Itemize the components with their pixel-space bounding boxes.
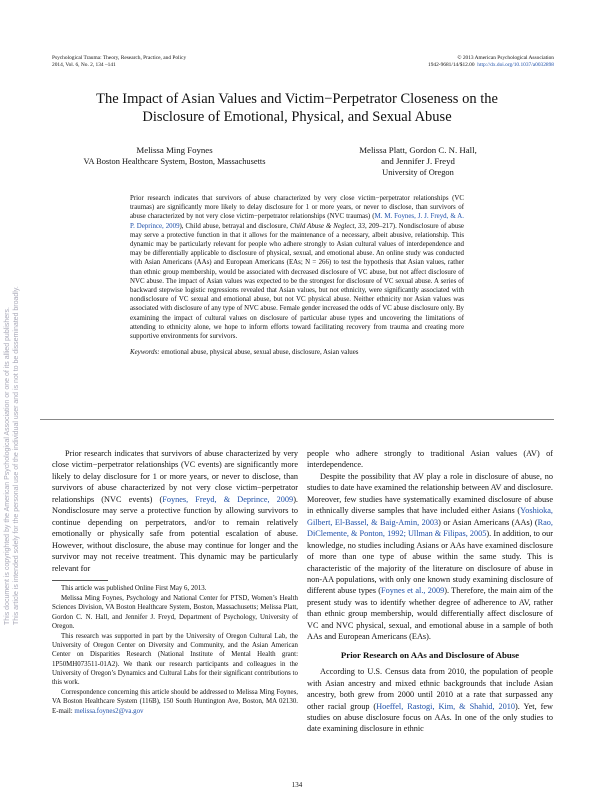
title-line-1: The Impact of Asian Values and Victim−Perpetrator Closeness on the: [96, 91, 498, 107]
abstract-text: [130, 194, 464, 341]
abstract-text-part: ), Child abuse, betrayal and disclosure,: [179, 222, 290, 230]
body-text: Despite the possibility that AV play a role in disclosure of abuse, no studies to date have examined the relationship between AV and disclosure. Moreover, few studies have systematically examined disclosure of abuse in ethnically diverse samples that have included either Asians (: [307, 471, 553, 516]
body-column-left: [52, 448, 298, 574]
citation-link[interactable]: Rao, DiClemente, & Ponton, 1992; Ullman & Filipas, 2005: [307, 517, 553, 539]
issn-doi-line: [428, 62, 554, 69]
correspondence-text: Correspondence concerning this article should be addressed to Melissa Ming Foynes, VA Boston Healthcare System (116B), 150 South Huntington Ave, Boston, MA 02130. E-mail:: [52, 689, 298, 715]
email-link[interactable]: melissa.foynes2@va.gov: [74, 707, 144, 715]
body-text: ). Therefore, the main aim of the present study was to identify whether degree of adherence to AV, rather than ethnic group membership, would differentially affect disclosure of VC and NVC physical, sexual, and emotional abuse in a sample of both AAs and European Americans (EAs).: [307, 586, 554, 642]
sidebar-copyright-line: This document is copyrighted by the American Psychological Association or one of its allied publishers.: [4, 307, 11, 625]
sidebar-usage-line: This article is intended solely for the personal use of the individual user and is not to be disseminated broadly.: [13, 286, 20, 625]
author-affiliation: VA Boston Healthcare System, Boston, Massachusetts: [83, 157, 266, 166]
keywords-label: Keywords:: [130, 349, 160, 357]
body-paragraph: [307, 471, 553, 643]
author-affiliation: University of Oregon: [382, 168, 454, 177]
title-line-2: Disclosure of Emotional, Physical, and Sexual Abuse: [142, 108, 452, 125]
body-paragraph: people who adhere strongly to traditional Asian values (AV) of interdependence.: [307, 449, 553, 470]
citation-link[interactable]: Foynes et al., 2009: [381, 586, 445, 596]
abstract-text-part: , 209–217). Nondisclosure of abuse may serve a protective function in that it allows for the maintenance of a necessary, albeit abusive, relationship. This dynamic may be particularly relevant for people who adhere strongly to Asian cultural values of interdependence and may be differentially applicable to disclosure of physical, sexual, and emotional abuse. An online study was conducted with Asian Americans (AAs) and European Americans (EAs; N = 266) to test the hypothesis that Asian values, rather than ethnic group membership, would be associated with decreased disclosure of VC abuse, but not affect disclosure of NVC abuse. The impact of Asian values was expected to be the strongest for disclosure of VC sexual abuse. A series of backward stepwise logistic regressions revealed that Asian values, but not ethnicity, were significantly associated with nondisclosure of VC sexual and emotional abuse, but not VC physical abuse. Neither ethnicity nor Asian values was associated with disclosure of any type of NVC abuse. Female gender increased the odds of VC abuse disclosure only. By examining the impact of cultural values on disclosure of particular abuse types and uncovering the limitations of attending to ethnicity alone, we hope to inform efforts toward facilitating recovery from trauma and creating more supportive environments for survivors.: [130, 222, 464, 341]
author-names: Melissa Platt, Gordon C. N. Hall,: [359, 145, 477, 155]
journal-volume: 2014, Vol. 6, No. 2, 134 –141: [52, 61, 116, 68]
body-text: ). In addition, to our knowledge, no studies including Asians or AAs have examined disclosure of more than one type of abuse within the same study. This is characteristic of the majority of the literature on disclosure of abuse in non-AA populations, with only one known study examining disclosure of different abuse types (: [307, 529, 553, 596]
abstract: [130, 194, 464, 357]
copyright-sidebar: [0, 205, 26, 625]
citation-link[interactable]: Hoeffel, Rastogi, Kim, & Shahid, 2010: [376, 701, 516, 711]
footnote-funding: This research was supported in part by the University of Oregon Cultural Lab, the University of Oregon Center on Diversity and Community, and the Asian American Center on Disparities Research (National Institute of Mental Health grant: 1P50MH073511-01A2). We thank our research participants and colleagues in the University of Oregon’s Dynamics and Cultural Labs for their significant contributions to this work.: [52, 633, 298, 687]
abstract-divider: [40, 419, 554, 420]
journal-name: Psychological Trauma: Theory, Research, Practice, and Policy: [52, 55, 187, 61]
page-number: 134: [291, 781, 303, 789]
body-text: ) or Asian Americans (AAs) (: [438, 517, 538, 527]
journal-header: [52, 55, 186, 68]
abstract-citation-link[interactable]: M. M. Foynes, J. J. Freyd, & A. P. Deprince, 2009: [130, 213, 464, 230]
issn: 1942-9681/14/$12.00: [428, 61, 475, 68]
body-text: ). Yet, few studies on abuse disclosure focus on AAs. In one of the only studies to date examining disclosure in ethnic: [307, 701, 553, 734]
article-title: [40, 91, 554, 126]
keywords: [130, 348, 464, 357]
footnote-affiliations: Melissa Ming Foynes, Psychology and National Center for PTSD, Women’s Health Sciences Division, VA Boston Healthcare System, Boston, Massachusetts; Melissa Platt, Gordon C. N. Hall, and Jennifer J. Freyd, Department of Psychology, University of Oregon.: [52, 595, 298, 630]
body-paragraph: [52, 448, 298, 574]
abstract-text-part: Prior research indicates that survivors of abuse characterized by very close victim−perpetrator relationships (VC traumas) are significantly more likely to delay disclosure for 1 or more years, or never to disclose, than survivors of abuse characterized by not very close victim−perpetrator relationships (NVC traumas) (: [130, 195, 464, 221]
copyright-line: © 2013 American Psychological Association: [457, 55, 554, 61]
citation-link[interactable]: Foynes, Freyd, & Deprince, 2009: [162, 494, 294, 504]
body-column-right: [307, 448, 553, 735]
footnote-published: This article was published Online First May 6, 2013.: [61, 585, 207, 592]
keywords-list: emotional abuse, physical abuse, sexual abuse, disclosure, Asian values: [161, 349, 359, 357]
footnote-correspondence: [52, 688, 298, 716]
body-text: According to U.S. Census data from 2010, the population of people with Asian ancestry and mixed ethnic backgrounds that include Asian ancestry, both grew from 2000 until 2010 at a rate that surpassed any other racial group (: [307, 667, 553, 711]
citation-link[interactable]: Yoshioka, Gilbert, El-Bassel, & Baig-Amin, 2003: [307, 506, 553, 527]
section-heading: Prior Research on AAs and Disclosure of Abuse: [340, 649, 520, 660]
doi-link[interactable]: http://dx.doi.org/10.1037/a0032898: [477, 61, 554, 68]
author-name: Melissa Ming Foynes: [136, 145, 213, 155]
author-block-right: [318, 145, 518, 178]
footnote-divider: [52, 580, 108, 581]
abstract-journal-ref: Child Abuse & Neglect, 33: [289, 222, 365, 230]
body-text: Prior research indicates that survivors of abuse characterized by very close victim−perpetrator relationships (VC events) are significantly more likely to delay disclosure for 1 or more years, or never to disclose, than survivors of abuse characterized by not very close victim−perpetrator relationships (NVC events) (: [52, 449, 298, 504]
footnotes: [52, 584, 298, 717]
copyright-header: [428, 55, 554, 68]
body-text: ). Nondisclosure may serve a protective function by allowing survivors to continue depending on perpetrators, and/or to remain relatively emotionally or physically safe from potential escalation of abuse. However, without disclosure, the abuse may continue for longer and the survivor may not receive treatment. This dynamic may be particularly relevant for: [52, 494, 298, 573]
body-paragraph: [307, 666, 553, 735]
author-block-left: [52, 145, 297, 167]
author-names-cont: and Jennifer J. Freyd: [381, 156, 455, 166]
